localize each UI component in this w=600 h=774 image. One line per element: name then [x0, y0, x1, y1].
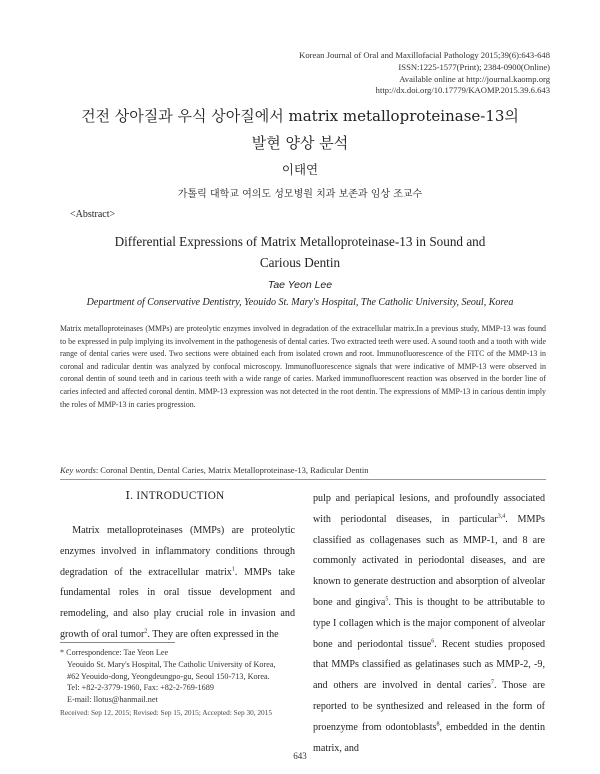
text-run: . They are often expressed in the	[147, 628, 279, 640]
correspondence-block	[60, 647, 300, 706]
section-heading-introduction: Ⅰ. INTRODUCTION	[125, 490, 225, 502]
text-run: . Those are reported to be synthesized and released in the form of proenzyme from odontoblasts	[313, 680, 545, 733]
citation-ref: 1	[231, 566, 235, 573]
received-dates: Received: Sep 12, 2015; Revised: Sep 15, 2015; Accepted: Sep 30, 2015	[60, 708, 272, 717]
abstract-divider	[60, 479, 546, 480]
paragraph	[60, 521, 295, 646]
text-run: . This is thought to be attributable to type I collagen which is the major component of alveolar bone and periodontal tissue	[313, 596, 545, 650]
journal-citation: Korean Journal of Oral and Maxillofacial Pathology 2015;39(6):643-648	[299, 50, 550, 60]
correspondence-name: * Correspondence: Tae Yeon Lee	[60, 648, 169, 657]
correspondence-phone: Tel: +82-2-3779-1960, Fax: +82-2-769-1689	[67, 683, 214, 693]
journal-header	[299, 50, 550, 97]
citation-ref: 7	[490, 679, 494, 686]
department: Department of Conservative Dentistry, Yeouido St. Mary's Hospital, The Catholic University, Seoul, Korea	[86, 297, 514, 308]
correspondence-address: #62 Yeouido-dong, Yeongdeungpo-gu, Seoul 150-713, Korea.	[67, 671, 270, 681]
korean-affiliation: 가톨릭 대학교 여의도 성모병원 치과 보존과 임상 조교수	[177, 189, 423, 200]
citation-ref: 8	[436, 721, 440, 728]
left-column	[60, 521, 295, 646]
paragraph	[313, 489, 545, 759]
english-title-line-1: Differential Expressions of Matrix Metalloproteinase-13 in Sound and	[114, 234, 486, 249]
english-title-line-2: Carious Dentin	[259, 255, 341, 270]
text-run: Matrix metalloproteinases (MMPs) are proteolytic enzymes involved in inflammatory conditions through degradation of the extracellular matrix	[60, 525, 295, 578]
page-number: 643	[293, 751, 307, 761]
keywords-text: : Coronal Dentin, Dental Caries, Matrix Metalloproteinase-13, Radicular Dentin	[95, 465, 369, 475]
text-run: , embedded in the dentin matrix, and	[313, 721, 545, 754]
keywords	[60, 465, 546, 475]
text-run: . MMPs take fundamental roles in oral tissue development and remodeling, and also play crucial role in invasion and growth of oral tumor	[60, 566, 296, 640]
keywords-label: Key words	[60, 465, 96, 475]
citation-ref: 5	[385, 596, 389, 603]
footnote-divider	[60, 642, 175, 643]
korean-title-line-2: 발현 양상 분석	[251, 134, 349, 152]
citation-ref: 2	[144, 628, 148, 635]
abstract-body: Matrix metalloproteinases (MMPs) are proteolytic enzymes involved in degradation of the extracellular matrix.In a previous study, MMP-13 was found to be expressed in pulp implying its involvement in the pathogenesis of dental caries. Two extracted teeth were used. A sound tooth and a tooth with wide range of dental caries were used. Two sections were obtained each from isolated crown and root. Immunofluorescence of the FITC of the MMP-13 in coronal and radicular dentin was analyzed by confocal microscopy. Immunofluorescence signals that were indicative of MMP-13 were observed in coronal dentin of sound teeth and in carious teeth with a wide range of caries. Marked immunofluorescent reaction was observed in the border line of caries infected and affected coronal dentin. MMP-13 expression was not detected in the root dentin. The expressions of MMP-13 in carious dentin imply the roles of MMP-13 in caries progression.	[60, 324, 546, 409]
issn: ISSN:1225-1577(Print); 2384-0900(Online)	[398, 61, 550, 72]
citation-ref: 3,4	[497, 513, 506, 520]
citation-ref: 6	[431, 638, 435, 645]
right-column	[313, 489, 545, 759]
text-run: . MMPs classified as collagenases such as MMP-1, and 8 are commonly activated in periodontal diseases, and are known to generate destruction and absorption of alveolar bone and gingiva	[313, 513, 545, 608]
korean-author: 이태연	[281, 162, 319, 177]
english-author: Tae Yeon Lee	[267, 279, 333, 291]
correspondence-email: E-mail: llotus@hanmail.net	[67, 695, 158, 705]
correspondence-affiliation: Yeouido St. Mary's Hospital, The Catholic University of Korea,	[67, 659, 276, 669]
text-run: . Recent studies proposed that MMPs classified as gelatinases such as MMP-2, -9, and others are involved in dental caries	[313, 638, 545, 692]
text-run: pulp and periapical lesions, and profoundly associated with periodontal diseases, in particular	[313, 493, 545, 525]
korean-title-line-1: 건전 상아질과 우식 상아질에서 matrix metalloproteinase-13의	[81, 107, 519, 125]
online-availability: Available online at http://journal.kaomp.org	[399, 73, 550, 84]
abstract-label: <Abstract>	[70, 209, 116, 220]
doi: http://dx.doi.org/10.17779/KAOMP.2015.39.6.643	[375, 85, 550, 96]
